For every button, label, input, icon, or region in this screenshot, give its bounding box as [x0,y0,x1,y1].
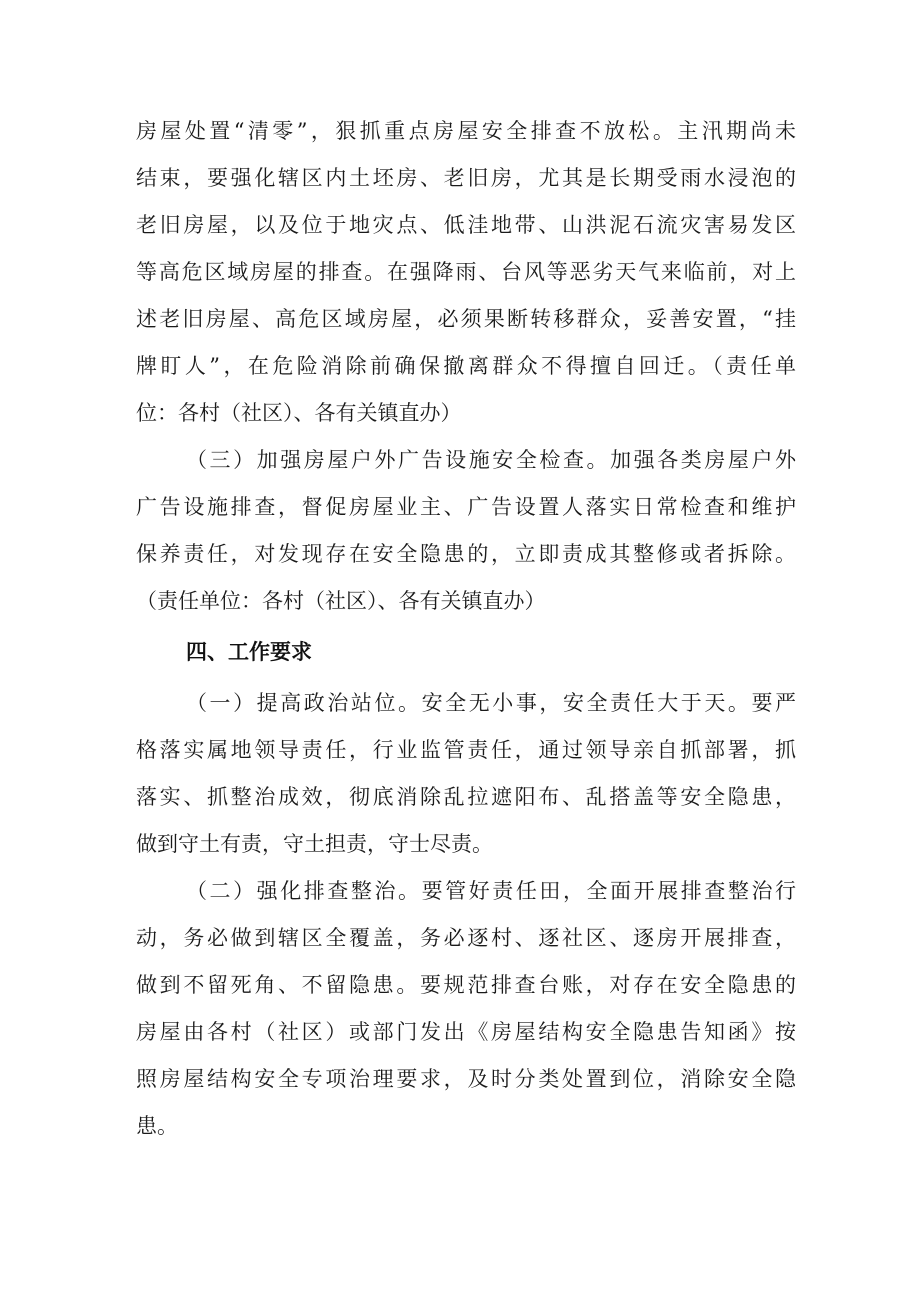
paragraph-inspection-rectification [136,868,796,1150]
text-line: 做到守土有责，守土担责，守士尽责。 [136,832,493,856]
text-line: （一）提高政治站位。安全无小事，安全责任大于天。要严 [186,691,796,715]
text-line: 等高危区域房屋的排查。在强降雨、台风等恶劣天气来临前，对上 [136,260,796,284]
document-page [136,108,796,1150]
text-line: 结束，要强化辖区内土坯房、老旧房，尤其是长期受雨水浸泡的 [136,166,796,190]
text-line: 述老旧房屋、高危区域房屋，必须果断转移群众，妥善安置，“挂 [136,307,796,331]
paragraph-political-stance [136,680,796,868]
text-line: 位：各村（社区）、各有关镇直办） [136,401,462,425]
text-line: 房屋由各村（社区）或部门发出《房屋结构安全隐患告知函》按 [136,1020,796,1044]
text-line: 老旧房屋，以及位于地灾点、低洼地带、山洪泥石流灾害易发区 [136,213,796,237]
text-line: 广告设施排查，督促房屋业主、广告设置人落实日常检查和维护 [136,495,796,519]
text-line: （责任单位：各村（社区）、各有关镇直办） [136,589,546,613]
text-line: 格落实属地领导责任，行业监管责任，通过领导亲自抓部署，抓 [136,738,796,762]
paragraph-housing-clearance [136,108,796,437]
text-line: 照房屋结构安全专项治理要求，及时分类处置到位，消除安全隐 [136,1067,796,1091]
text-line: 落实、抓整治成效，彻底消除乱拉遮阳布、乱搭盖等安全隐患， [136,785,796,809]
text-line: （三）加强房屋户外广告设施安全检查。加强各类房屋户外 [186,448,796,472]
text-line: 房屋处置“清零”，狠抓重点房屋安全排查不放松。主汛期尚未 [136,119,796,143]
text-line: 动，务必做到辖区全覆盖，务必逐村、逐社区、逐房开展排查， [136,926,796,950]
text-line: 保养责任，对发现存在安全隐患的，立即责成其整修或者拆除。 [136,542,796,566]
text-line: 患。 [136,1114,178,1138]
text-line: 牌盯人”，在危险消除前确保撤离群众不得擅自回迁。（责任单 [136,354,796,378]
section-heading: 四、工作要求 [186,640,312,664]
paragraph-outdoor-ads [136,437,796,625]
text-line: 做到不留死角、不留隐患。要规范排查台账，对存在安全隐患的 [136,973,796,997]
text-line: （二）强化排查整治。要管好责任田，全面开展排查整治行 [186,879,796,903]
